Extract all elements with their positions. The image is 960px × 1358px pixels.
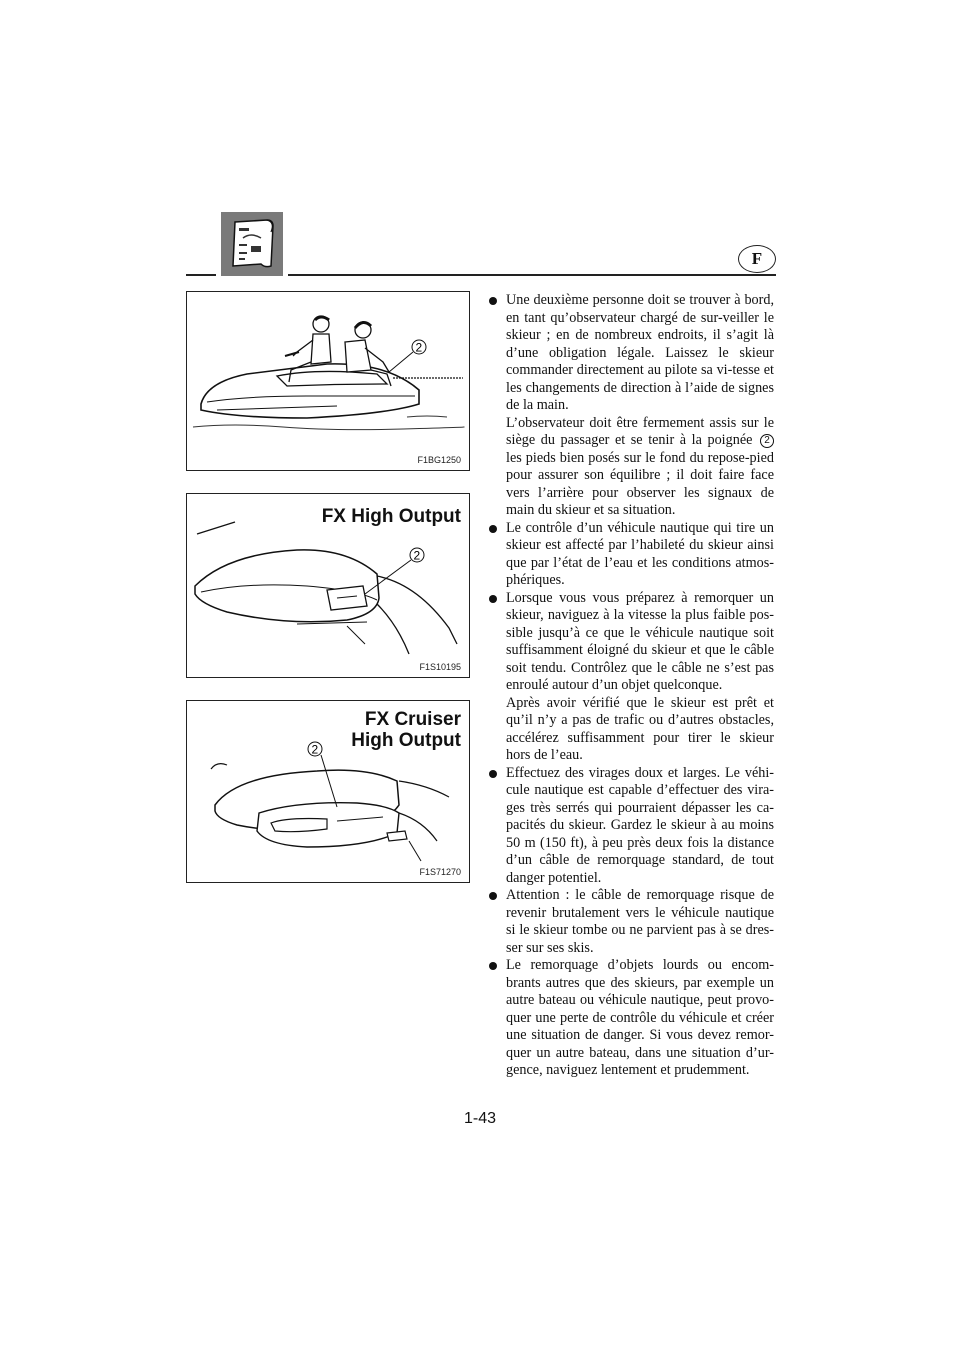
paragraph: Le remorquage d’objets lourds ou encom-brants autres que des skieurs, par exemple un autre bateau ou véhicule nautique, peut provo-quer une perte de contrôle du véhicule et créer une situation de danger. Si vous devez remor-quer un autre bateau, dans une situation d’ur-gence, naviguez lentement et prudemment. xyxy=(506,957,774,1078)
paragraph: Effectuez des virages doux et larges. Le véhi-cule nautique est capable d’effectuer des vira-ges très serrés qui pourraient dépasser les ca-pacités du skieur. Gardez le skieur à au moins 50 m (150 ft), à peu près deux fois la distance d’un câble de remorquage standard, de tout danger potentiel. xyxy=(506,764,774,886)
figure-callout-label: 2 xyxy=(415,340,423,355)
paragraph xyxy=(506,415,774,520)
figure-title-line: FX High Output xyxy=(321,506,461,527)
page-number: 1-43 xyxy=(463,1110,497,1127)
paragraph: Lorsque vous vous préparez à remorquer un skieur, naviguez à la vitesse la plus faible pos-sible jusqu’à ce que le véhicule nautique soit suffisamment éloigné du skieur et que le câble soit tendu. Contrôlez que le câble ne s’est pas enroulé autour d’un objet quelconque. xyxy=(506,589,774,693)
figure-code: F1S71270 xyxy=(419,867,461,877)
header-rule-right xyxy=(288,274,776,276)
paragraph: Le contrôle d’un véhicule nautique qui tire un skieur est affecté par l’habileté du skieur ainsi que par l’état de l’eau et les conditions atmos-phériques. xyxy=(506,519,774,588)
bullet-icon xyxy=(489,595,497,603)
bullet-icon xyxy=(489,962,497,970)
figure-title-line: High Output xyxy=(351,730,461,751)
figure-towing-riders xyxy=(186,291,470,471)
language-badge: F xyxy=(738,245,776,273)
figure-fx-cruiser-high-output xyxy=(186,700,470,883)
figure-callout-label: 2 xyxy=(413,548,421,563)
bullet-item xyxy=(488,765,774,888)
figure-code: F1BG1250 xyxy=(417,455,461,465)
bullet-icon xyxy=(489,892,497,900)
paragraph-text: les pieds bien posés sur le fond du repose-pied pour assurer son équilibre ; il doit faire face vers l’arrière pour observer les signaux de main du skieur et sa situation. xyxy=(506,449,774,518)
paragraph-text: L’observateur doit être fermement assis sur le siège du passager et se tenir à la poignée xyxy=(506,414,774,448)
bullet-icon xyxy=(489,525,497,533)
paragraph: Après avoir vérifié que le skieur est prêt et qu’il n’y a pas de trafic ou d’autres obstacles, accélérez suffisamment pour tirer le skieur hors de l’eau. xyxy=(506,694,774,763)
bullet-item xyxy=(488,887,774,957)
figure-title-line: FX Cruiser xyxy=(364,709,461,730)
bullet-item xyxy=(488,520,774,590)
bullet-item xyxy=(488,590,774,765)
bullet-icon xyxy=(489,297,497,305)
body-text-column xyxy=(488,292,774,1080)
paragraph: Attention : le câble de remorquage risque de revenir brutalement vers le véhicule nautique si le skieur tombe ou ne parvient pas à se dres-ser sur ses skis. xyxy=(506,887,774,956)
header-rule-left xyxy=(186,274,216,276)
figure-callout-label: 2 xyxy=(311,742,319,757)
bullet-icon xyxy=(489,770,497,778)
figure-fx-high-output xyxy=(186,493,470,678)
paragraph: Une deuxième personne doit se trouver à bord, en tant qu’observateur chargé de sur-veiller le skieur ; en de nombreux endroits, il s’agit là d’une obligation légale. Laissez le skieur commander directement au pilote sa vi-tesse et les changements de direction à l’aide de signes de la main. xyxy=(506,292,774,413)
figure-code: F1S10195 xyxy=(419,662,461,672)
bullet-item xyxy=(488,292,774,520)
bullet-item xyxy=(488,957,774,1080)
callout-marker: 2 xyxy=(760,434,774,448)
manual-section-icon xyxy=(221,212,283,276)
